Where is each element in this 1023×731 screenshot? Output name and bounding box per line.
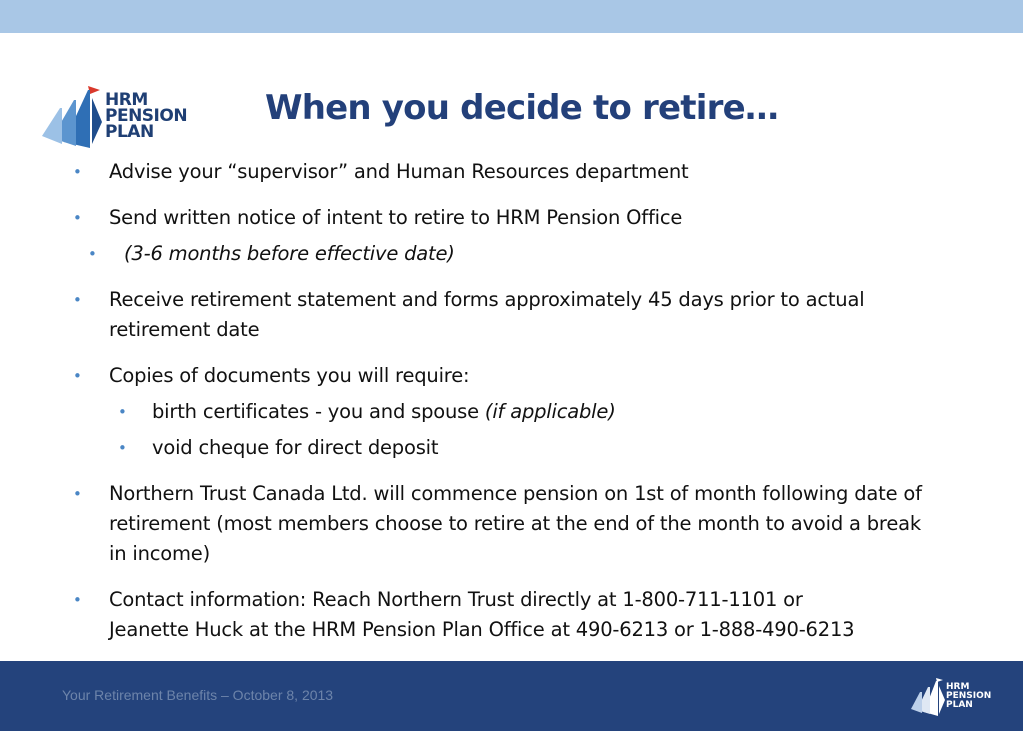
list-item: [70, 157, 1010, 187]
logo-line-hrm: HRM: [105, 90, 148, 110]
bullet-text-line: Receive retirement statement and forms approximately 45 days prior to actual: [109, 288, 865, 311]
bullet-dot-icon: •: [73, 485, 82, 503]
bullet-text-line: in income): [109, 542, 211, 565]
bullet-dot-icon: •: [118, 439, 127, 457]
bullet-text: void cheque for direct deposit: [152, 436, 439, 459]
sailboat-icon: [40, 78, 105, 153]
bullet-dot-icon: •: [73, 367, 82, 385]
logo-line-plan: PLAN: [105, 122, 154, 142]
bullet-dot-icon: •: [73, 163, 82, 181]
footer-logo-wordmark: [946, 683, 991, 710]
list-item: [70, 239, 1010, 269]
list-item: [70, 479, 1010, 569]
sailboat-icon: [910, 674, 946, 720]
footer-logo: [910, 674, 1000, 720]
list-item: [70, 361, 1010, 391]
footer-bar: [0, 661, 1023, 731]
list-item: [70, 585, 1010, 645]
bullet-text: Advise your “supervisor” and Human Resources department: [109, 160, 689, 183]
list-item: [70, 397, 1010, 427]
bullet-text: birth certificates - you and spouse: [152, 400, 485, 423]
bullet-dot-icon: •: [118, 403, 127, 421]
bullet-text-line: Jeanette Huck at the HRM Pension Plan Office at 490-6213 or 1-888-490-6213: [109, 618, 855, 641]
top-accent-band: [0, 0, 1023, 33]
slide-title: When you decide to retire…: [265, 88, 779, 128]
footer-logo-line-plan: PLAN: [946, 700, 973, 710]
hrm-pension-plan-logo: [40, 78, 205, 153]
footer-logo-line-hrm: HRM: [946, 682, 970, 692]
list-item: [70, 433, 1010, 463]
footer-caption: Your Retirement Benefits – October 8, 2013: [62, 687, 334, 703]
bullet-text-line: Northern Trust Canada Ltd. will commence pension on 1st of month following date of: [109, 482, 922, 505]
bullet-text: (3-6 months before effective date): [124, 242, 455, 265]
list-item: [70, 203, 1010, 233]
footer-logo-line-pension: PENSION: [946, 691, 992, 701]
logo-wordmark: [105, 92, 187, 140]
bullet-text: Copies of documents you will require:: [109, 364, 470, 387]
bullet-list: [70, 157, 1010, 645]
bullet-text-line: Contact information: Reach Northern Trust directly at 1-800-711-1101 or: [109, 588, 803, 611]
bullet-dot-icon: •: [73, 209, 82, 227]
logo-line-pension: PENSION: [105, 106, 188, 126]
bullet-dot-icon: •: [88, 245, 97, 263]
bullet-text-italic: (if applicable): [484, 400, 616, 423]
bullet-text-line: retirement (most members choose to retire at the end of the month to avoid a break: [109, 512, 921, 535]
bullet-text: Send written notice of intent to retire to HRM Pension Office: [109, 206, 683, 229]
bullet-text-line: retirement date: [109, 318, 260, 341]
list-item: [70, 285, 1010, 345]
bullet-dot-icon: •: [73, 291, 82, 309]
bullet-dot-icon: •: [73, 591, 82, 609]
